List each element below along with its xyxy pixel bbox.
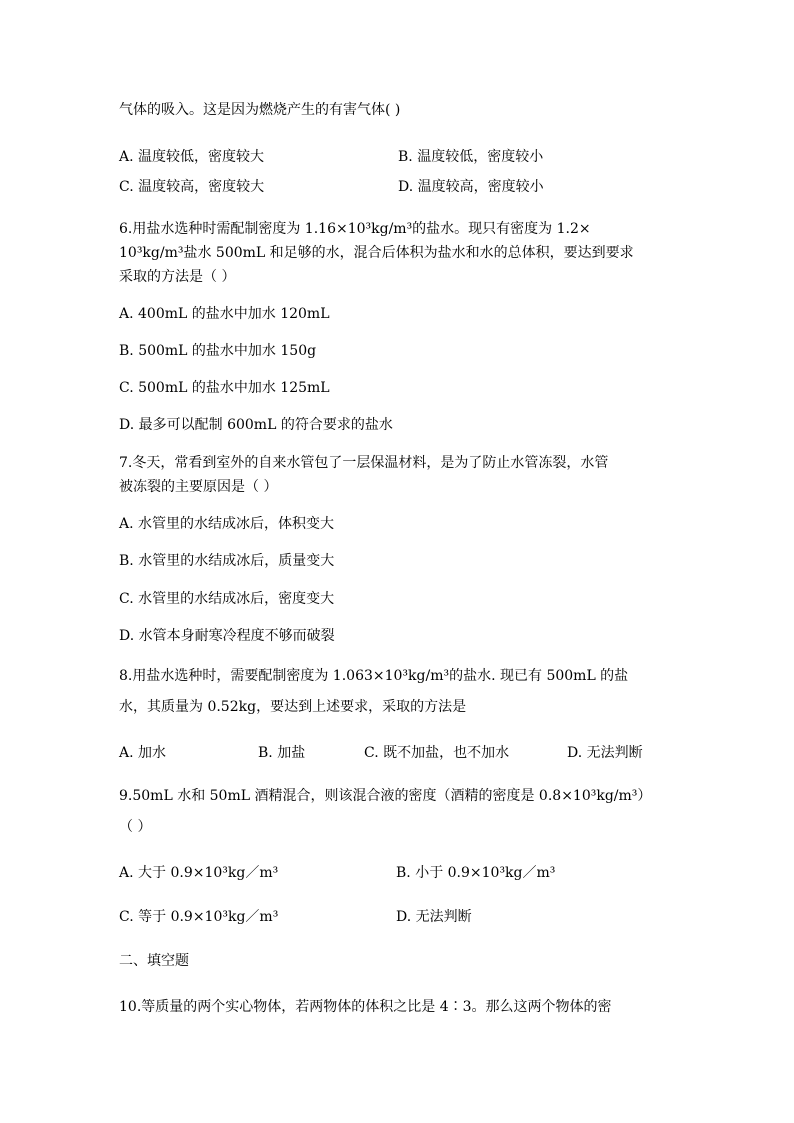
question-6-stem-line-3: 采取的方法是（ ） (119, 269, 236, 285)
question-7-stem-line-2: 被冻裂的主要原因是（ ） (119, 479, 278, 495)
question-8-option-c: C. 既不加盐，也不加水 (364, 745, 510, 761)
question-7-option-d: D. 水管本身耐寒冷程度不够而破裂 (119, 628, 335, 644)
question-8-option-d: D. 无法判断 (567, 745, 643, 761)
question-7-stem-line-1: 7.冬天，常看到室外的自来水管包了一层保温材料，是为了防止水管冻裂，水管 (119, 455, 609, 471)
question-5-stem: 气体的吸入。这是因为燃烧产生的有害气体( ) (119, 102, 401, 118)
question-8-option-a: A. 加水 (119, 745, 167, 761)
question-6-option-b: B. 500mL 的盐水中加水 150g (119, 343, 317, 359)
question-7-option-c: C. 水管里的水结成冰后，密度变大 (119, 591, 335, 607)
question-8-stem-line-1: 8.用盐水选种时，需要配制密度为 1.063×10³kg/m³的盐水. 现已有 500mL 的盐 (119, 668, 629, 684)
section-title-fill-in: 二、填空题 (119, 953, 189, 969)
question-9-option-c: C. 等于 0.9×10³kg／m³ (119, 909, 279, 925)
question-9-stem-line-1: 9.50mL 水和 50mL 酒精混合，则该混合液的密度（酒精的密度是 0.8×10³kg/m³） (119, 788, 652, 804)
question-7-option-a: A. 水管里的水结成冰后，体积变大 (119, 516, 335, 532)
question-7-option-b: B. 水管里的水结成冰后，质量变大 (119, 553, 335, 569)
question-5-option-a: A. 温度较低，密度较大 (119, 149, 265, 165)
question-9-option-a: A. 大于 0.9×10³kg／m³ (119, 865, 279, 881)
question-6-stem-line-1: 6.用盐水选种时需配制密度为 1.16×10³kg/m³的盐水。现只有密度为 1.2× (119, 221, 591, 237)
question-5-option-c: C. 温度较高，密度较大 (119, 179, 265, 195)
question-6-stem-line-2: 10³kg/m³盐水 500mL 和足够的水，混合后体积为盐水和水的总体积，要达到要求 (119, 245, 634, 261)
question-5-option-d: D. 温度较高，密度较小 (398, 179, 544, 195)
question-9-stem-line-2: （ ） (119, 819, 152, 835)
question-9-option-d: D. 无法判断 (396, 909, 472, 925)
question-6-option-c: C. 500mL 的盐水中加水 125mL (119, 380, 330, 396)
question-9-option-b: B. 小于 0.9×10³kg／m³ (396, 865, 556, 881)
question-6-option-a: A. 400mL 的盐水中加水 120mL (119, 306, 330, 322)
question-5-option-b: B. 温度较低，密度较小 (398, 149, 544, 165)
question-10-stem-line-1: 10.等质量的两个实心物体，若两物体的体积之比是 4∶3。那么这两个物体的密 (119, 999, 612, 1015)
question-6-option-d: D. 最多可以配制 600mL 的符合要求的盐水 (119, 417, 393, 433)
question-8-option-b: B. 加盐 (258, 745, 306, 761)
question-8-stem-line-2: 水，其质量为 0.52kg，要达到上述要求，采取的方法是 (119, 699, 467, 715)
